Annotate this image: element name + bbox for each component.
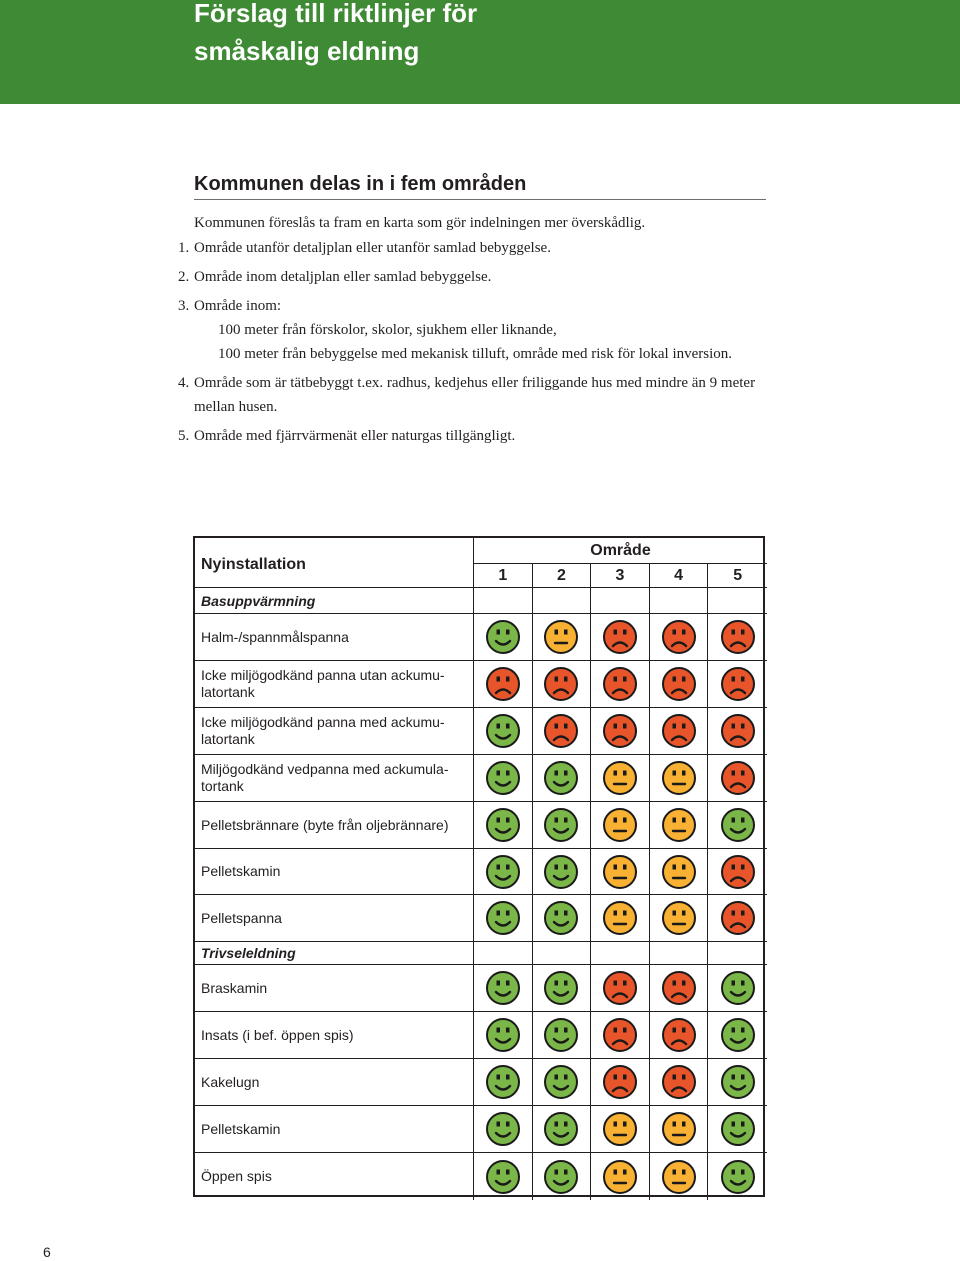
rating-cell bbox=[474, 661, 533, 708]
rating-cell bbox=[533, 849, 592, 895]
area-number-header: 5 bbox=[708, 564, 767, 588]
frown-red-icon bbox=[602, 713, 638, 749]
smiley-green-icon bbox=[720, 970, 756, 1006]
frown-red-icon bbox=[661, 1064, 697, 1100]
row-label: Braskamin bbox=[195, 965, 474, 1012]
frown-red-icon bbox=[661, 619, 697, 655]
neutral-yellow-icon bbox=[661, 760, 697, 796]
rating-cell bbox=[474, 1106, 533, 1153]
rating-cell bbox=[474, 895, 533, 942]
frown-red-icon bbox=[661, 1017, 697, 1053]
frown-red-icon bbox=[485, 666, 521, 702]
rating-cell bbox=[591, 1106, 650, 1153]
area-number-header: 3 bbox=[591, 564, 650, 588]
frown-red-icon bbox=[543, 666, 579, 702]
neutral-yellow-icon bbox=[661, 1159, 697, 1195]
area-item bbox=[178, 371, 766, 419]
smiley-green-icon bbox=[485, 900, 521, 936]
area-item bbox=[178, 424, 766, 448]
rating-cell bbox=[708, 895, 767, 942]
rating-cell bbox=[474, 614, 533, 661]
row-label: Pelletskamin bbox=[195, 849, 474, 895]
frown-red-icon bbox=[602, 970, 638, 1006]
smiley-green-icon bbox=[485, 619, 521, 655]
area-item bbox=[178, 294, 766, 366]
rating-cell bbox=[650, 755, 709, 802]
frown-red-icon bbox=[602, 1064, 638, 1100]
rating-cell bbox=[591, 614, 650, 661]
page-title bbox=[194, 0, 477, 70]
area-number-header: 2 bbox=[533, 564, 592, 588]
rating-cell bbox=[708, 1153, 767, 1200]
frown-red-icon bbox=[720, 854, 756, 890]
area-number-header: 1 bbox=[474, 564, 533, 588]
frown-red-icon bbox=[661, 970, 697, 1006]
area-text: Område utanför detaljplan eller utanför samlad bebyggelse. bbox=[194, 240, 551, 256]
rating-cell bbox=[591, 849, 650, 895]
rating-cell bbox=[650, 965, 709, 1012]
area-header: Område bbox=[474, 538, 767, 564]
page-title-line-1: Förslag till riktlinjer för bbox=[194, 0, 478, 28]
row-label: Öppen spis bbox=[195, 1153, 474, 1200]
smiley-green-icon bbox=[485, 807, 521, 843]
row-label: Icke miljögodkänd panna med ackumu-latortank bbox=[195, 708, 474, 755]
smiley-green-icon bbox=[543, 854, 579, 890]
row-label: Halm-/spannmålspanna bbox=[195, 614, 474, 661]
rating-cell bbox=[533, 802, 592, 849]
rating-cell bbox=[650, 1106, 709, 1153]
empty-cell bbox=[650, 588, 709, 614]
rating-cell bbox=[533, 1059, 592, 1106]
rating-cell bbox=[708, 661, 767, 708]
frown-red-icon bbox=[543, 713, 579, 749]
area-item bbox=[178, 265, 766, 289]
rating-cell bbox=[591, 895, 650, 942]
frown-red-icon bbox=[661, 666, 697, 702]
neutral-yellow-icon bbox=[543, 619, 579, 655]
table-header-label: Nyinstallation bbox=[195, 538, 474, 588]
neutral-yellow-icon bbox=[661, 807, 697, 843]
rating-cell bbox=[650, 661, 709, 708]
rating-cell bbox=[474, 965, 533, 1012]
rating-cell bbox=[650, 895, 709, 942]
heading-divider bbox=[194, 199, 766, 200]
rating-cell bbox=[591, 1153, 650, 1200]
smiley-green-icon bbox=[543, 1111, 579, 1147]
rating-cell bbox=[474, 849, 533, 895]
rating-cell bbox=[474, 1153, 533, 1200]
empty-cell bbox=[650, 942, 709, 965]
rating-cell bbox=[708, 849, 767, 895]
category-label: Basuppvärmning bbox=[195, 588, 474, 614]
area-number: 3. bbox=[178, 298, 190, 314]
rating-cell bbox=[708, 1059, 767, 1106]
smiley-green-icon bbox=[485, 1159, 521, 1195]
rating-cell bbox=[708, 614, 767, 661]
neutral-yellow-icon bbox=[661, 1111, 697, 1147]
area-text: Område inom: bbox=[194, 298, 282, 314]
frown-red-icon bbox=[602, 1017, 638, 1053]
rating-cell bbox=[650, 1059, 709, 1106]
area-list bbox=[178, 236, 766, 453]
row-label: Icke miljögodkänd panna utan ackumu-latortank bbox=[195, 661, 474, 708]
area-number: 5. bbox=[178, 428, 190, 444]
smiley-green-icon bbox=[485, 1017, 521, 1053]
rating-cell bbox=[708, 708, 767, 755]
rating-cell bbox=[591, 965, 650, 1012]
smiley-green-icon bbox=[485, 760, 521, 796]
frown-red-icon bbox=[661, 713, 697, 749]
neutral-yellow-icon bbox=[602, 900, 638, 936]
smiley-green-icon bbox=[720, 1159, 756, 1195]
rating-cell bbox=[708, 802, 767, 849]
smiley-green-icon bbox=[543, 1159, 579, 1195]
category-label: Trivseleldning bbox=[195, 942, 474, 965]
rating-cell bbox=[533, 661, 592, 708]
page-title-line-2: småskalig eldning bbox=[194, 36, 420, 66]
rating-cell bbox=[533, 1012, 592, 1059]
smiley-green-icon bbox=[543, 900, 579, 936]
neutral-yellow-icon bbox=[602, 1159, 638, 1195]
neutral-yellow-icon bbox=[602, 760, 638, 796]
rating-cell bbox=[533, 1106, 592, 1153]
area-text: Område inom detaljplan eller samlad bebyggelse. bbox=[194, 269, 492, 285]
neutral-yellow-icon bbox=[661, 854, 697, 890]
row-label: Kakelugn bbox=[195, 1059, 474, 1106]
rating-cell bbox=[533, 614, 592, 661]
rating-cell bbox=[591, 802, 650, 849]
rating-cell bbox=[591, 1012, 650, 1059]
smiley-green-icon bbox=[720, 807, 756, 843]
rating-cell bbox=[650, 1012, 709, 1059]
header-banner bbox=[0, 0, 960, 104]
rating-cell bbox=[533, 708, 592, 755]
smiley-green-icon bbox=[543, 760, 579, 796]
smiley-green-icon bbox=[543, 1064, 579, 1100]
rating-cell bbox=[708, 1106, 767, 1153]
smiley-green-icon bbox=[485, 1064, 521, 1100]
rating-cell bbox=[533, 965, 592, 1012]
frown-red-icon bbox=[720, 760, 756, 796]
area-item bbox=[178, 236, 766, 260]
empty-cell bbox=[591, 588, 650, 614]
area-text: Område som är tätbebyggt t.ex. radhus, kedjehus eller friliggande hus med mindre än 9 meter mellan husen. bbox=[194, 375, 756, 415]
empty-cell bbox=[708, 942, 767, 965]
empty-cell bbox=[474, 588, 533, 614]
smiley-green-icon bbox=[543, 807, 579, 843]
area-sub-item: 100 meter från förskolor, skolor, sjukhem eller liknande, bbox=[218, 322, 557, 338]
rating-table bbox=[193, 536, 765, 1197]
page-number: 6 bbox=[43, 1244, 51, 1260]
smiley-green-icon bbox=[485, 713, 521, 749]
rating-cell bbox=[650, 802, 709, 849]
rating-cell bbox=[533, 1153, 592, 1200]
rating-cell bbox=[650, 1153, 709, 1200]
rating-cell bbox=[533, 895, 592, 942]
empty-cell bbox=[591, 942, 650, 965]
smiley-green-icon bbox=[485, 854, 521, 890]
smiley-green-icon bbox=[720, 1064, 756, 1100]
rating-cell bbox=[650, 708, 709, 755]
rating-cell bbox=[474, 802, 533, 849]
neutral-yellow-icon bbox=[602, 807, 638, 843]
row-label: Pelletsbrännare (byte från oljebrännare) bbox=[195, 802, 474, 849]
rating-cell bbox=[650, 849, 709, 895]
area-number: 2. bbox=[178, 269, 190, 285]
frown-red-icon bbox=[720, 666, 756, 702]
rating-cell bbox=[474, 1012, 533, 1059]
empty-cell bbox=[533, 588, 592, 614]
row-label: Insats (i bef. öppen spis) bbox=[195, 1012, 474, 1059]
frown-red-icon bbox=[602, 619, 638, 655]
frown-red-icon bbox=[720, 900, 756, 936]
area-text: Område med fjärrvärmenät eller naturgas tillgängligt. bbox=[194, 428, 516, 444]
area-number-header: 4 bbox=[650, 564, 709, 588]
frown-red-icon bbox=[602, 666, 638, 702]
rating-cell bbox=[591, 1059, 650, 1106]
frown-red-icon bbox=[720, 713, 756, 749]
empty-cell bbox=[708, 588, 767, 614]
frown-red-icon bbox=[720, 619, 756, 655]
smiley-green-icon bbox=[485, 1111, 521, 1147]
smiley-green-icon bbox=[720, 1111, 756, 1147]
neutral-yellow-icon bbox=[602, 1111, 638, 1147]
rating-cell bbox=[708, 755, 767, 802]
rating-cell bbox=[650, 614, 709, 661]
neutral-yellow-icon bbox=[661, 900, 697, 936]
rating-cell bbox=[708, 965, 767, 1012]
rating-cell bbox=[474, 1059, 533, 1106]
smiley-green-icon bbox=[720, 1017, 756, 1053]
rating-cell bbox=[708, 1012, 767, 1059]
empty-cell bbox=[533, 942, 592, 965]
smiley-green-icon bbox=[485, 970, 521, 1006]
row-label: Pelletskamin bbox=[195, 1106, 474, 1153]
empty-cell bbox=[474, 942, 533, 965]
smiley-green-icon bbox=[543, 970, 579, 1006]
rating-cell bbox=[474, 708, 533, 755]
row-label: Miljögodkänd vedpanna med ackumula-tortank bbox=[195, 755, 474, 802]
rating-cell bbox=[533, 755, 592, 802]
smiley-green-icon bbox=[543, 1017, 579, 1053]
rating-cell bbox=[591, 661, 650, 708]
neutral-yellow-icon bbox=[602, 854, 638, 890]
rating-cell bbox=[591, 755, 650, 802]
row-label: Pelletspanna bbox=[195, 895, 474, 942]
area-sub-item: 100 meter från bebyggelse med mekanisk tilluft, område med risk för lokal inversion. bbox=[218, 346, 733, 362]
rating-cell bbox=[591, 708, 650, 755]
area-number: 1. bbox=[178, 240, 190, 256]
intro-paragraph: Kommunen föreslås ta fram en karta som gör indelningen mer överskådlig. bbox=[194, 215, 646, 231]
rating-cell bbox=[474, 755, 533, 802]
section-heading: Kommunen delas in i fem områden bbox=[194, 173, 527, 195]
area-number: 4. bbox=[178, 375, 190, 391]
